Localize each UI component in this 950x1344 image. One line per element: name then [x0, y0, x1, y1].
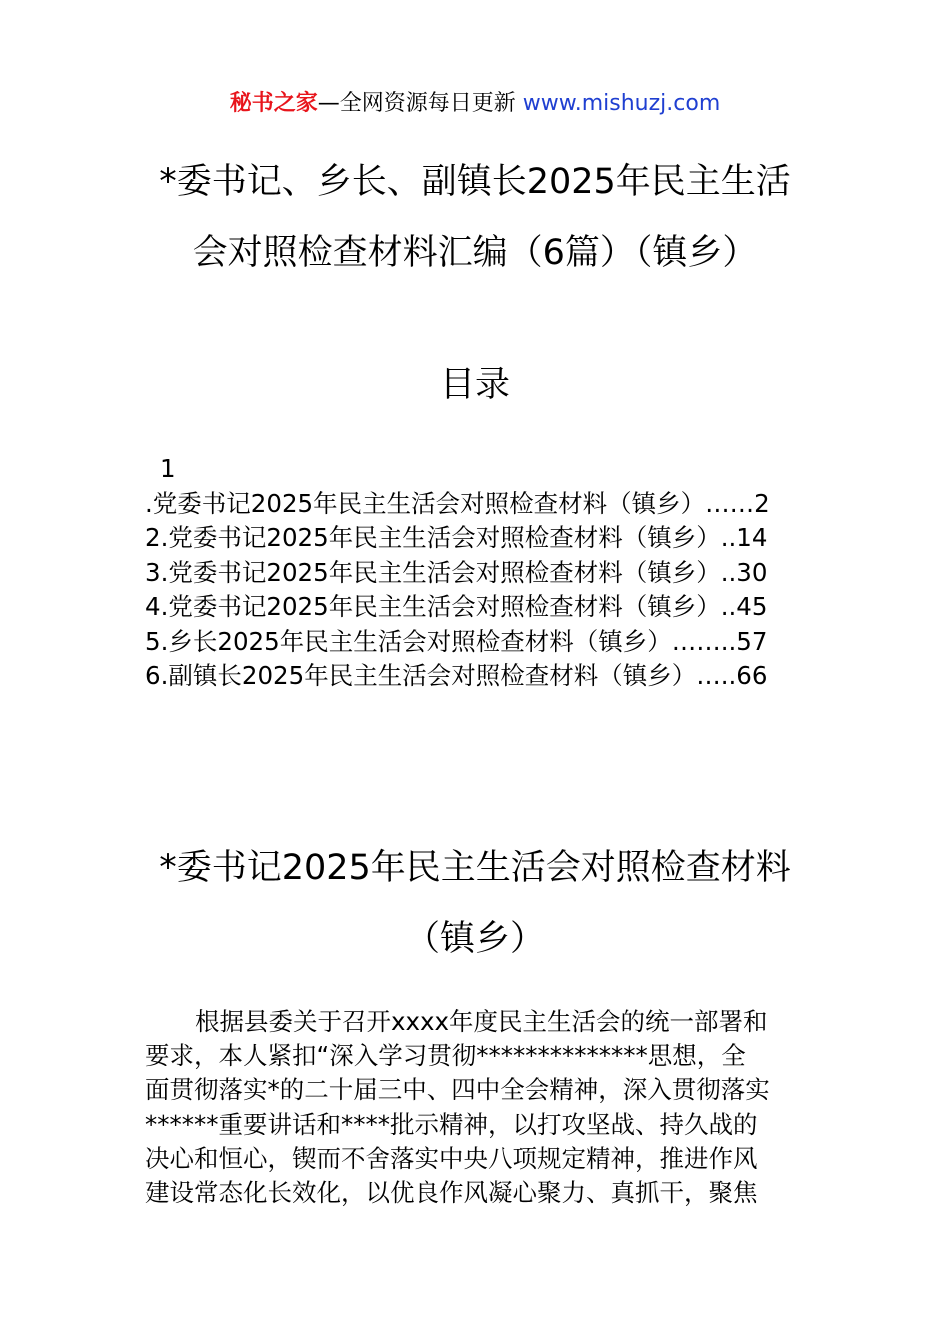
header-slogan: —全网资源每日更新 [317, 91, 516, 116]
toc-entry-2[interactable]: 2.党委书记2025年民主生活会对照检查材料（镇乡）..14 [145, 523, 768, 552]
document-title-line-2: 会对照检查材料汇编（6篇）（镇乡） [192, 233, 758, 273]
body-line-3: 面贯彻落实*的二十届三中、四中全会精神，深入贯彻落实 [145, 1075, 770, 1105]
brand-name: 秘书之家 [229, 91, 318, 116]
document-title [0, 158, 950, 300]
body-line-4: ******重要讲话和****批示精神，以打攻坚战、持久战的 [145, 1109, 758, 1139]
section-title-line-2: （镇乡） [404, 919, 545, 959]
table-of-contents [145, 452, 810, 694]
toc-first-number: 1 [160, 454, 176, 483]
toc-entry-3[interactable]: 3.党委书记2025年民主生活会对照检查材料（镇乡）..30 [145, 557, 768, 587]
section-title [0, 844, 950, 986]
section-title-line-1: *委书记2025年民主生活会对照检查材料 [159, 848, 791, 888]
site-url-link[interactable]: www.mishuzj.com [522, 91, 721, 116]
section-body-paragraph [145, 1005, 807, 1210]
toc-entry-1[interactable]: .党委书记2025年民主生活会对照检查材料（镇乡）……2 [145, 488, 770, 518]
site-header [0, 88, 950, 120]
body-line-1: 根据县委关于召开xxxx年度民主生活会的统一部署和 [195, 1007, 768, 1036]
toc-entry-5[interactable]: 5.乡长2025年民主生活会对照检查材料（镇乡）……..57 [145, 626, 768, 656]
toc-entry-4[interactable]: 4.党委书记2025年民主生活会对照检查材料（镇乡）..45 [145, 592, 768, 621]
document-title-line-1: *委书记、乡长、副镇长2025年民主生活 [159, 162, 791, 202]
body-line-6: 建设常态化长效化，以优良作风凝心聚力、真抓干，聚焦 [145, 1177, 758, 1207]
toc-entry-6[interactable]: 6.副镇长2025年民主生活会对照检查材料（镇乡）…..66 [145, 661, 768, 690]
body-line-5: 决心和恒心，锲而不舍落实中央八项规定精神，推进作风 [145, 1143, 758, 1173]
toc-heading: 目录 [439, 365, 510, 405]
body-line-2: 要求，本人紧扣“深入学习贯彻**************思想，全 [145, 1041, 746, 1071]
